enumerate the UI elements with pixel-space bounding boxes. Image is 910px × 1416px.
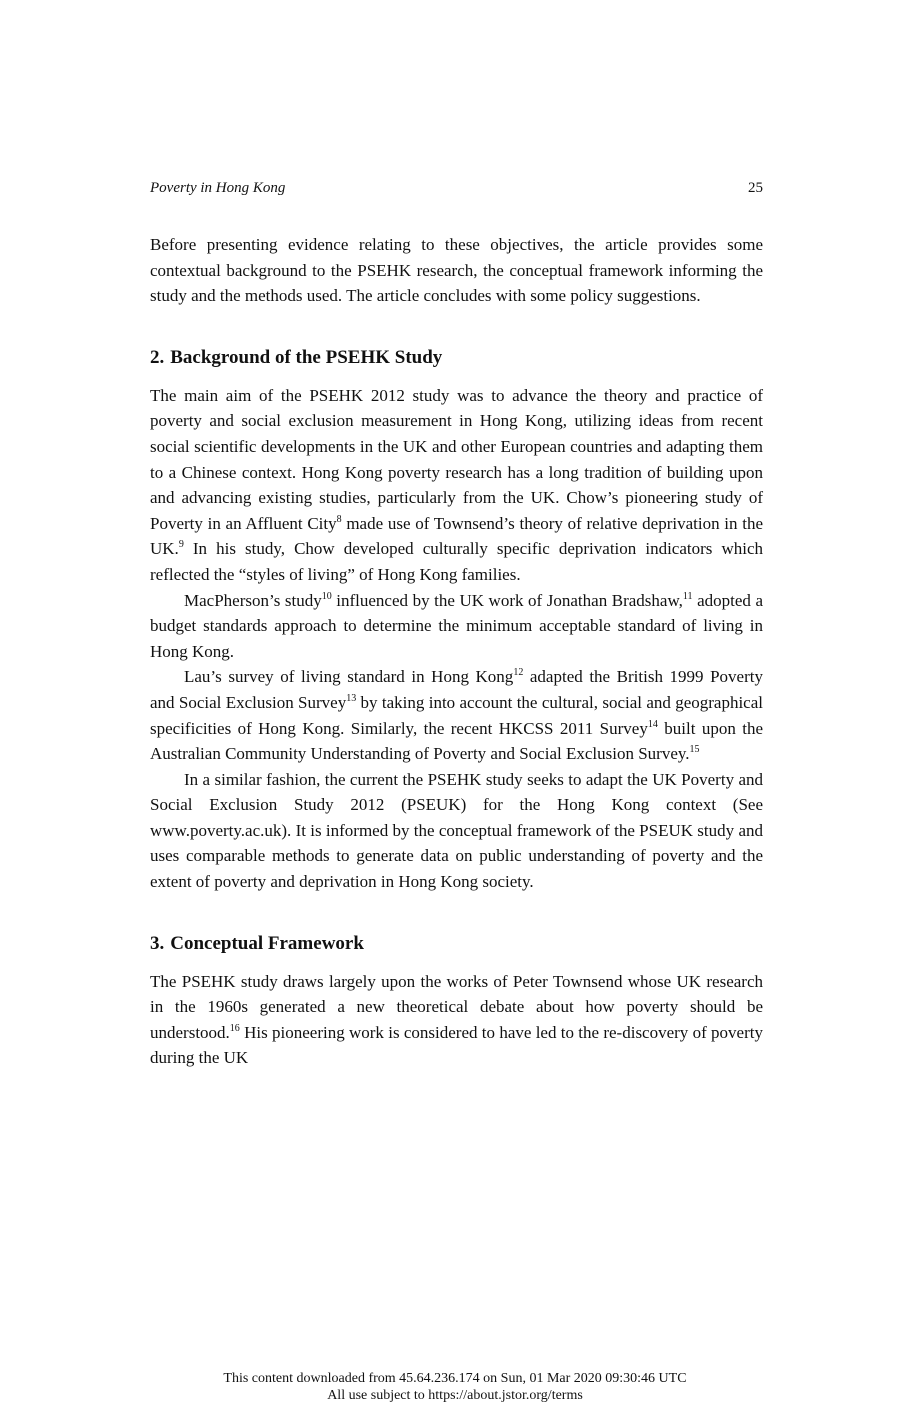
text-run: made use of Townsend’s theory of relative deprivation in the UK. bbox=[150, 513, 763, 559]
footnote-ref: 8 bbox=[336, 513, 342, 525]
section-number: 3. bbox=[150, 932, 165, 954]
paragraph bbox=[150, 383, 763, 588]
text-run: Lau’s survey of living standard in Hong Kong bbox=[184, 667, 514, 687]
footnote-ref: 15 bbox=[689, 744, 700, 756]
paragraph bbox=[150, 969, 763, 1071]
paragraph bbox=[150, 664, 763, 766]
footnote-ref: 9 bbox=[178, 539, 184, 551]
running-title: Poverty in Hong Kong bbox=[150, 180, 286, 196]
section-number: 2. bbox=[150, 346, 165, 368]
text-run: influenced by the UK work of Jonathan Bradshaw, bbox=[331, 590, 683, 610]
footer-download-line: This content downloaded from 45.64.236.174 on Sun, 01 Mar 2020 09:30:46 UTC bbox=[223, 1371, 687, 1386]
footer-terms-line: All use subject to https://about.jstor.org/terms bbox=[327, 1388, 583, 1403]
text-run: His pioneering work is considered to have led to the re-discovery of poverty during the UK bbox=[150, 1022, 763, 1068]
section-title: Background of the PSEHK Study bbox=[170, 346, 443, 368]
download-footer bbox=[0, 1370, 910, 1404]
page-number: 25 bbox=[748, 180, 763, 196]
footnote-ref: 14 bbox=[647, 718, 658, 730]
footnote-ref: 12 bbox=[513, 667, 524, 679]
text-run: adapted the British 1999 Poverty and Social Exclusion Survey bbox=[150, 667, 763, 712]
text-run: The main aim of the PSEHK 2012 study was to advance the theory and practice of poverty and social exclusion measurement in Hong Kong, utilizing ideas from recent social scientific developments in the UK and other European countries and adapting them to a Chinese context. Hong Kong poverty research has a long tradition of building upon and advancing existing studies, particularly from the UK. Chow’s pioneering study of Poverty in an Affluent City bbox=[150, 385, 763, 533]
paragraph bbox=[150, 588, 763, 665]
intro-paragraph: Before presenting evidence relating to these objectives, the article provides some contextual background to the PSEHK research, the conceptual framework informing the study and the methods used. The article concludes with some policy suggestions. bbox=[150, 235, 763, 306]
text-run: The PSEHK study draws largely upon the works of Peter Townsend whose UK research in the 1960s generated a new theoretical debate about how poverty should be understood. bbox=[150, 971, 763, 1042]
section-2-heading bbox=[150, 345, 763, 371]
body-text bbox=[150, 232, 763, 1071]
text-run: In his study, Chow developed culturally specific deprivation indicators which reflected the “styles of living” of Hong Kong families. bbox=[150, 539, 763, 584]
footnote-ref: 16 bbox=[229, 1022, 240, 1034]
footnote-ref: 10 bbox=[321, 590, 332, 602]
text-run: adopted a budget standards approach to determine the minimum acceptable standard of living in Hong Kong. bbox=[150, 590, 763, 661]
text-run: built upon the Australian Community Understanding of Poverty and Social Exclusion Survey. bbox=[150, 718, 763, 764]
footnote-ref: 13 bbox=[346, 692, 357, 704]
text-run: MacPherson’s study bbox=[184, 590, 322, 610]
section-3-heading bbox=[150, 931, 763, 957]
text-run: by taking into account the cultural, social and geographical specificities of Hong Kong. Similarly, the recent HKCSS 2011 Survey bbox=[150, 692, 763, 738]
running-header bbox=[150, 180, 763, 197]
paragraph: In a similar fashion, the current the PSEHK study seeks to adapt the UK Poverty and Social Exclusion Study 2012 (PSEUK) for the Hong Kong context (See www.poverty.ac.uk). It is informed by the conceptual framework of the PSEUK study and uses comparable methods to generate data on public understanding of poverty and the extent of poverty and deprivation in Hong Kong society. bbox=[150, 769, 763, 892]
footnote-ref: 11 bbox=[682, 590, 693, 602]
section-title: Conceptual Framework bbox=[170, 932, 364, 954]
